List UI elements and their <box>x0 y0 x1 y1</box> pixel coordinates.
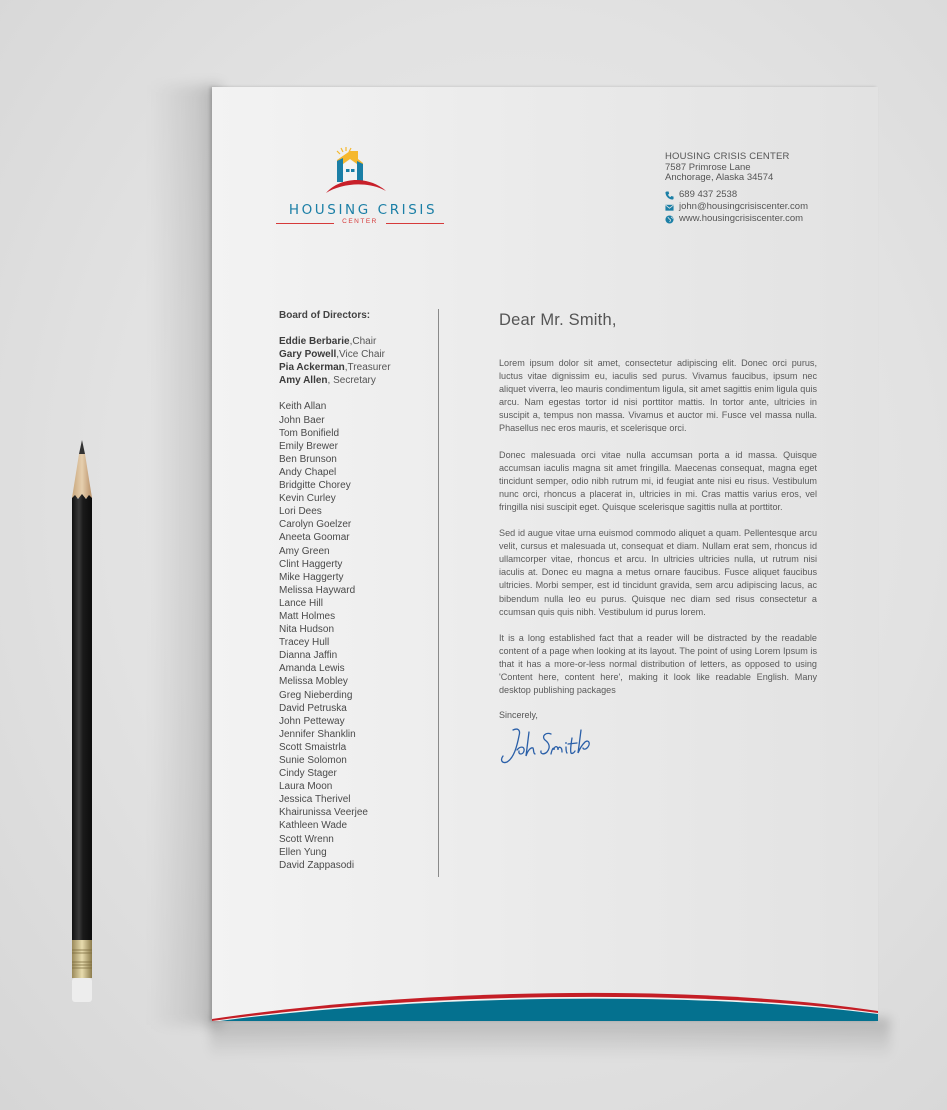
board-member: Carolyn Goelzer <box>279 519 352 531</box>
board-member: Kevin Curley <box>279 493 336 505</box>
paragraph: Sed id augue vitae urna euismod commodo aliquet a quam. Pellentesque arcu velit, cursus et malesuada ut, consequat et diam. Nullam erat sem, rhoncus id ullamcorper vitae, rhoncus et arcu. In ultricies ultricies nulla, ut rutrum nisi iaculis at. Donec eu magna a metus ornare faucibus. Fusce aliquet faucibus ultricies. Morbi semper, est id tincidunt gravida, sem arcu adipiscing lacus, ac bibendum nulla leo eu purus. Quisque nec diam sed risus consectetur a ccumsan quis quis nibh. Vestibulum id purus lorem. <box>499 528 817 617</box>
board-member: Ben Brunson <box>279 453 337 465</box>
board-member: Lance Hill <box>279 597 323 609</box>
house-logo-icon <box>326 147 396 197</box>
board-member: Melissa Mobley <box>279 676 348 688</box>
officer-treasurer: Pia Ackerman,Treasurer <box>279 362 391 374</box>
board-member: Amy Green <box>279 545 330 557</box>
contact-block <box>665 152 808 226</box>
board-member: Melissa Hayward <box>279 584 356 596</box>
closing: Sincerely, <box>499 710 538 721</box>
board-member: Cindy Stager <box>279 768 337 780</box>
contact-website-text[interactable]: www.housingcrisiscenter.com <box>679 213 804 225</box>
contact-email <box>665 202 808 214</box>
globe-icon <box>665 215 674 224</box>
board-member: Matt Holmes <box>279 610 336 622</box>
signature-icon <box>499 722 609 772</box>
board-member: Emily Brewer <box>279 440 338 452</box>
board-member: Keith Allan <box>279 401 327 413</box>
board-member: Mike Haggerty <box>279 571 344 583</box>
contact-website <box>665 214 808 226</box>
board-member: Ellen Yung <box>279 846 327 858</box>
board-member: Tracey Hull <box>279 637 330 649</box>
officer-secretary: Amy Allen, Secretary <box>279 375 376 387</box>
logo-title: HOUSING CRISIS <box>288 202 438 218</box>
board-member: John Petteway <box>279 715 345 727</box>
board-member: Laura Moon <box>279 781 333 793</box>
board-member: Amanda Lewis <box>279 663 345 675</box>
board-member: David Zappasodi <box>279 859 355 871</box>
column-divider <box>438 309 439 877</box>
board-member: Dianna Jaffin <box>279 650 338 662</box>
board-member: Kathleen Wade <box>279 820 348 832</box>
paragraph: Lorem ipsum dolor sit amet, consectetur adipiscing elit. Donec orci purus, luctus vitae dignissim eu, iaculis sed purus. Vivamus faucibus, ipsum nec aliquet viverra, leo mauris condimentum ligula, sit amet sagittis enim ligula quis arcu. Nam egestas tortor id nisi porttitor mattis. In tortor ante, ultricies in suscipit a, tempus non massa. Vivamus et auctor mi. Fusce vel massa nulla. Phasellus nec eros mauris, et scelerisque orci. <box>499 358 817 434</box>
board-member: Nita Hudson <box>279 624 335 636</box>
logo-subtitle-text: CENTER <box>342 218 378 225</box>
logo <box>276 147 446 227</box>
board-member: Clint Haggerty <box>279 558 343 570</box>
board-member: Andy Chapel <box>279 466 337 478</box>
board-member: David Petruska <box>279 702 347 714</box>
contact-phone-text: 689 437 2538 <box>679 189 738 201</box>
board-member: Greg Nieberding <box>279 689 353 701</box>
board-member: Tom Bonifield <box>279 427 340 439</box>
address-line-1: 7587 Primrose Lane <box>665 161 751 173</box>
letterhead-page <box>212 87 878 1021</box>
board-members-list <box>279 400 391 871</box>
officer-chair: Eddie Berbarie,Chair <box>279 336 377 348</box>
board-member: Lori Dees <box>279 506 322 518</box>
letter-body <box>499 309 817 777</box>
board-member: Jennifer Shanklin <box>279 728 356 740</box>
organization-name: HOUSING CRISIS CENTER <box>665 151 790 162</box>
board-member: Khairunissa Veerjee <box>279 807 368 819</box>
paragraph: Donec malesuada orci vitae nulla accumsan porta a id massa. Quisque accumsan iaculis magna sit amet fringilla. Maecenas consequat, magna eget tincidunt semper, odio nibh rutrum mi, id feugiat ante nisi eu risus. Vestibulum nunc orci, rhoncus a placerat in, ultricies in mi. Cras mattis varius eros, vel fringilla nisi suscipit eget. Quisque scelerisque sagittis nulla at porttitor. <box>499 449 817 512</box>
paragraph: It is a long established fact that a reader will be distracted by the readable content of a page when looking at its layout. The point of using Lorem Ipsum is that it has a more-or-less normal distribution of letters, as opposed to using 'Content here, content here', making it look like readable English. Many desktop publishing packages <box>499 632 817 696</box>
board-member: Scott Wrenn <box>279 833 334 845</box>
contact-email-text[interactable]: john@housingcrisiscenter.com <box>679 201 808 213</box>
salutation: Dear Mr. Smith, <box>499 311 617 329</box>
logo-subtitle <box>276 218 444 228</box>
phone-icon <box>665 191 674 200</box>
board-member: John Baer <box>279 414 325 426</box>
board-member: Sunie Solomon <box>279 755 347 766</box>
board-heading: Board of Directors: <box>279 310 371 321</box>
board-member: Bridgitte Chorey <box>279 480 351 492</box>
page-shadow-bottom <box>210 1018 890 1058</box>
mail-icon <box>665 203 674 212</box>
board-member: Jessica Therivel <box>279 794 351 806</box>
board-member: Scott Smaistrla <box>279 741 347 753</box>
contact-phone <box>665 190 808 202</box>
pencil-decoration <box>68 440 96 1006</box>
officer-vice-chair: Gary Powell,Vice Chair <box>279 349 385 361</box>
page-shadow <box>150 85 220 1025</box>
footer-wave <box>212 981 878 1021</box>
board-member: Aneeta Goomar <box>279 532 350 544</box>
address-line-2: Anchorage, Alaska 34574 <box>665 172 774 183</box>
board-of-directors <box>279 309 391 872</box>
signature <box>499 722 817 777</box>
